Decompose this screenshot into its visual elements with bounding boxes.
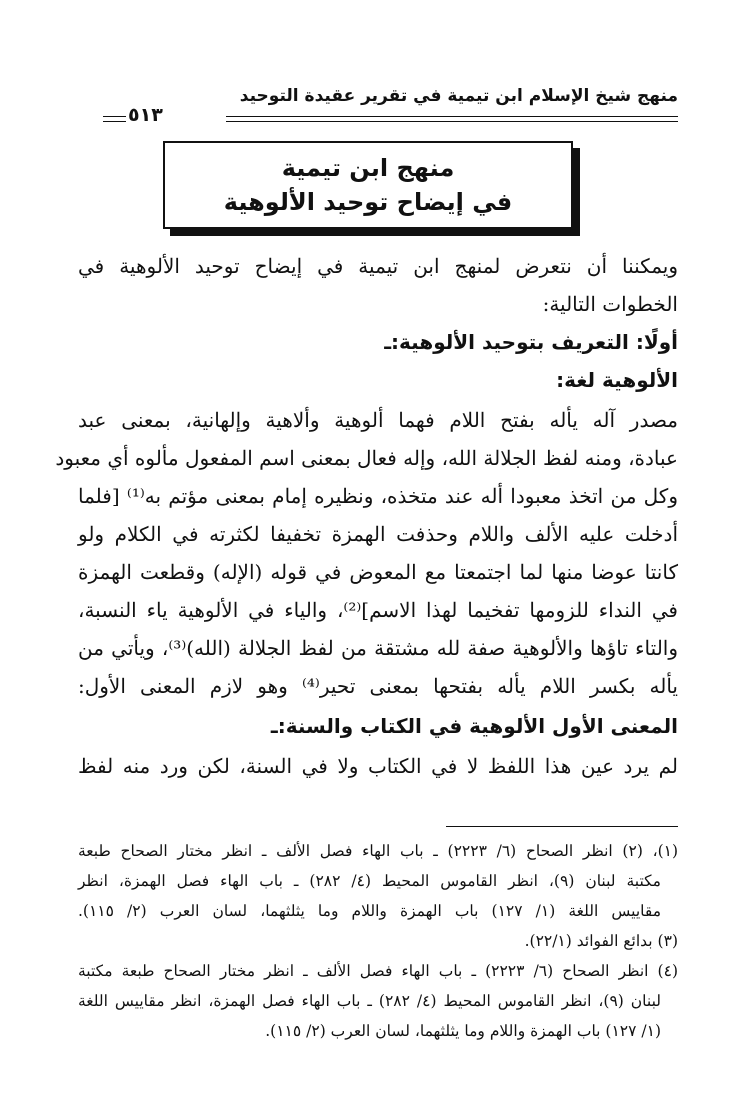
header-rule-double bbox=[226, 121, 678, 122]
footnote-line: (٣) بدائع الفوائد (٢٢/١). bbox=[524, 932, 678, 950]
footnote-separator bbox=[446, 826, 678, 827]
body-line: وكل من اتخذ معبودا أله عند متخذه، ونظيره إمام بمعنى مؤتم به⁽¹⁾ [فلما bbox=[78, 484, 678, 508]
body-line: الخطوات التالية: bbox=[542, 292, 678, 316]
body-line: أدخلت عليه الألف واللام وحذفت الهمزة تخفيفا لكثرته في الكلام ولو bbox=[78, 522, 678, 546]
body-line: عبادة، ومنه لفظ الجلالة الله، وإله فعال بمعنى اسم المفعول مألوه أي معبود bbox=[55, 446, 678, 470]
body-line: كانتا عوضا منها لما اجتمعتا مع المعوض في قوله (الإله) وقطعت الهمزة bbox=[78, 560, 678, 584]
running-header-title: منهج شيخ الإسلام ابن تيمية في تقرير عقيدة التوحيد bbox=[239, 86, 678, 106]
body-line: في النداء للزومها تفخيما لهذا الاسم]⁽²⁾، والياء في الألوهية ياء النسبة، bbox=[78, 598, 678, 622]
body-line: لم يرد عين هذا اللفظ لا في الكتاب ولا في السنة، لكن ورد منه لفظ bbox=[78, 754, 678, 778]
page-number-rule-double bbox=[103, 121, 126, 122]
footnote-line: (١/ ١٢٧) باب الهمزة واللام وما يثلثهما، لسان العرب (٢/ ١١٥). bbox=[265, 1022, 661, 1040]
page-number: ٥١٣ bbox=[128, 104, 163, 126]
body-line: ويمكننا أن نتعرض لمنهج ابن تيمية في إيضاح توحيد الألوهية في bbox=[78, 254, 678, 278]
section-heading: أولًا: التعريف بتوحيد الألوهية:ـ bbox=[384, 330, 678, 354]
footnote-line: لبنان (٩)، انظر القاموس المحيط (٤/ ٢٨٢) ـ باب الهاء فصل الهمزة، انظر مقاييس اللغة bbox=[78, 992, 661, 1010]
chapter-title-line-2: في إيضاح توحيد الألوهية bbox=[223, 188, 513, 216]
body-line: يأله بكسر اللام يأله بفتحها بمعنى تحير⁽⁴⁾ وهو لازم المعنى الأول: bbox=[78, 674, 678, 698]
subsection-heading: الألوهية لغة: bbox=[556, 368, 678, 392]
chapter-title-box bbox=[163, 141, 573, 229]
footnote-line: مقاييس اللغة (١/ ١٢٧) باب الهمزة واللام وما يثلثهما، لسان العرب (٢/ ١١٥). bbox=[78, 902, 661, 920]
body-line: مصدر آله يأله بفتح اللام فهما ألوهية وألاهية وإلهانية، بمعنى عبد bbox=[78, 408, 678, 432]
body-line: والتاء تاؤها والألوهية صفة لله مشتقة من لفظ الجلالة (الله)⁽³⁾، ويأتي من bbox=[78, 636, 678, 660]
chapter-title-line-1: منهج ابن تيمية bbox=[281, 154, 455, 182]
page-number-rule bbox=[103, 116, 126, 117]
footnote-line: (٤) انظر الصحاح (٦/ ٢٢٢٣) ـ باب الهاء فصل الألف ـ انظر مختار الصحاح طبعة مكتبة bbox=[78, 962, 678, 980]
section-heading: المعنى الأول الألوهية في الكتاب والسنة:ـ bbox=[270, 714, 678, 738]
header-rule bbox=[226, 116, 678, 117]
footnote-line: (١)، (٢) انظر الصحاح (٦/ ٢٢٢٣) ـ باب الهاء فصل الألف ـ انظر مختار الصحاح طبعة bbox=[78, 842, 679, 860]
footnote-line: مكتبة لبنان (٩)، انظر القاموس المحيط (٤/ ٢٨٢) ـ باب الهاء فصل الهمزة، انظر bbox=[78, 872, 661, 890]
